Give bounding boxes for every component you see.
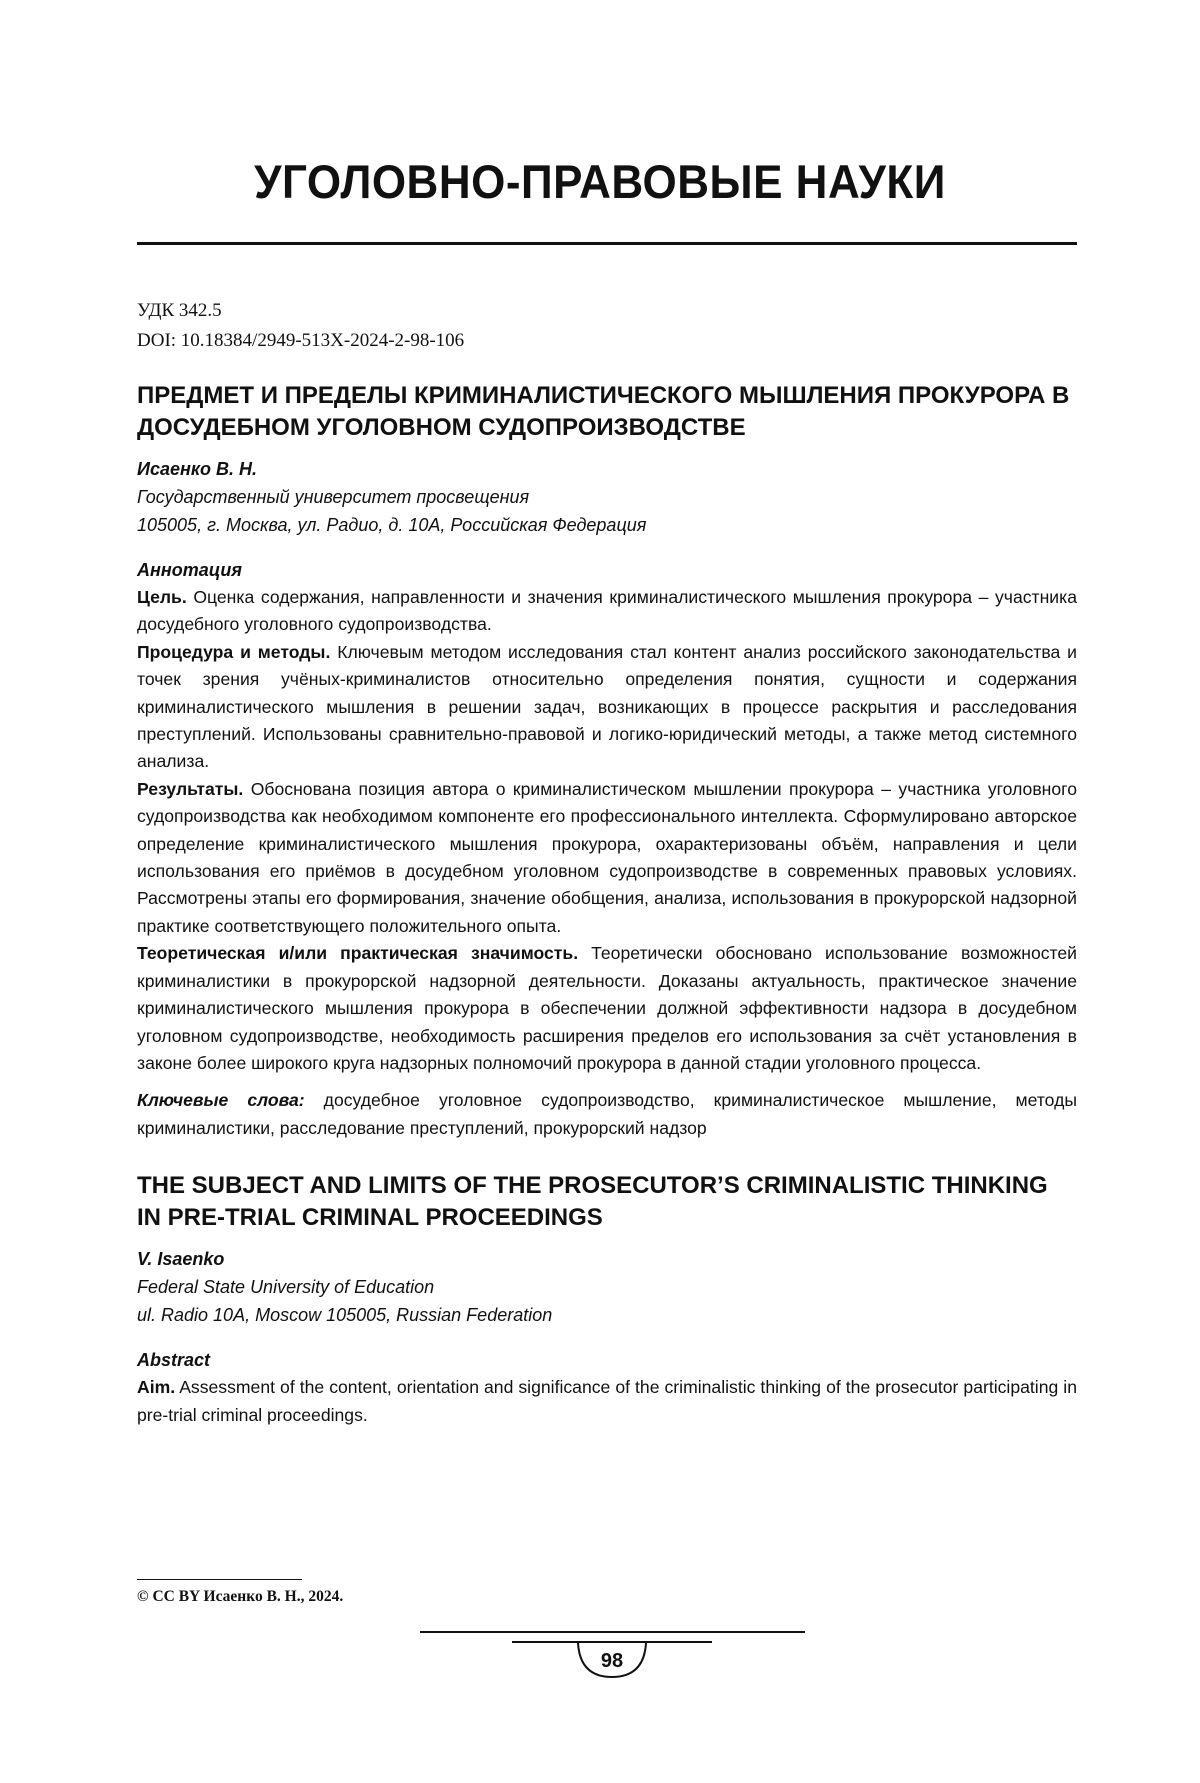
article-title-ru: ПРЕДМЕТ И ПРЕДЕЛЫ КРИМИНАЛИСТИЧЕСКОГО МЫШЛЕНИЯ ПРОКУРОРА В ДОСУДЕБНОМ УГОЛОВНОМ СУДОПРОИЗВОДСТВЕ — [137, 382, 1070, 441]
keywords-label-ru: Ключевые слова: — [137, 1090, 305, 1111]
keywords-text-ru: досудебное уголовное судопроизводство, криминалистическое мышление, методы криминалистики, расследование преступлений, прокурорский надзор — [137, 1090, 1077, 1138]
methods-label-ru: Процедура и методы. — [137, 641, 331, 662]
article-body — [137, 380, 1077, 1429]
section-title: УГОЛОВНО-ПРАВОВЫЕ НАУКИ — [254, 156, 946, 209]
abstract-aim-en — [137, 1374, 1077, 1429]
methods-text-ru: Ключевым методом исследования стал контент анализ российского законодательства и точек зрения учёных-криминалистов относительно определения понятия, сущности и содержания криминалистического мышления в решении задач, возникающих в процессе раскрытия и расследования преступлений. Использованы сравнительно-правовой и логико-юридический методы, а также метод системного анализа. — [137, 641, 1077, 772]
author-en: V. Isaenko — [137, 1249, 225, 1270]
abstract-methods-ru — [137, 639, 1077, 776]
header-rule — [137, 242, 1077, 245]
abstract-results-ru — [137, 776, 1077, 940]
aim-text-ru: Оценка содержания, направленности и значения криминалистического мышления прокурора – участника досудебного уголовного судопроизводства. — [137, 587, 1077, 635]
affiliation-ru-2: 105005, г. Москва, ул. Радио, д. 10А, Российская Федерация — [137, 515, 647, 535]
affiliation-ru-1: Государственный университет просвещения — [137, 487, 530, 507]
page-number-rule-long — [420, 1631, 805, 1633]
doi: DOI: 10.18384/2949-513X-2024-2-98-106 — [137, 330, 465, 351]
footnote-rule — [137, 1579, 302, 1580]
author-ru: Исаенко В. Н. — [137, 459, 257, 479]
abstract-significance-ru — [137, 940, 1077, 1077]
page-number: 98 — [600, 1650, 624, 1672]
significance-text-ru: Теоретически обосновано использование возможностей криминалистики в прокурорской надзорной деятельности. Доказаны актуальность, практическое значение криминалистического мышления прокурора в обеспечении должной эффективности надзора в досудебном уголовном судопроизводстве, необходимость расширения пределов его использования за счёт установления в законе более широкого круга надзорных полномочий прокурора в данной стадии уголовного процесса. — [137, 943, 1077, 1073]
results-text-ru: Обоснована позиция автора о криминалистическом мышлении прокурора – участника уголовного судопроизводства как необходимом компоненте его профессионального интеллекта. Сформулировано авторское определение криминалистического мышления прокурора, охарактеризованы объём, направления и цели использования его приёмов в досудебном уголовном судопроизводстве в современных правовых условиях. Рассмотрены этапы его формирования, значение обобщения, анализа, использования в прокурорской надзорной практике соответствующего положительного опыта. — [137, 778, 1077, 936]
article-meta — [137, 296, 464, 356]
copyright-note: © CC BY Исаенко В. Н., 2024. — [137, 1588, 344, 1605]
results-label-ru: Результаты. — [137, 778, 244, 799]
aim-label-en: Aim. — [137, 1377, 176, 1398]
keywords-ru — [137, 1087, 1077, 1142]
aim-text-en: Assessment of the content, orientation and significance of the criminalistic thinking of the prosecutor participating in pre-trial criminal proceedings. — [137, 1377, 1077, 1425]
affiliation-en-2: ul. Radio 10A, Moscow 105005, Russian Federation — [137, 1305, 553, 1326]
abstract-aim-ru — [137, 584, 1077, 639]
udc-code: УДК 342.5 — [137, 300, 222, 321]
article-title-en: THE SUBJECT AND LIMITS OF THE PROSECUTOR’S CRIMINALISTIC THINKING IN PRE-TRIAL CRIMINAL PROCEEDINGS — [137, 1172, 1048, 1232]
abstract-heading-ru: Аннотация — [137, 560, 242, 580]
affiliation-en-1: Federal State University of Education — [137, 1277, 435, 1298]
significance-label-ru: Теоретическая и/или практическая значимость. — [137, 943, 579, 964]
abstract-heading-en: Abstract — [137, 1350, 211, 1371]
aim-label-ru: Цель. — [137, 587, 187, 607]
